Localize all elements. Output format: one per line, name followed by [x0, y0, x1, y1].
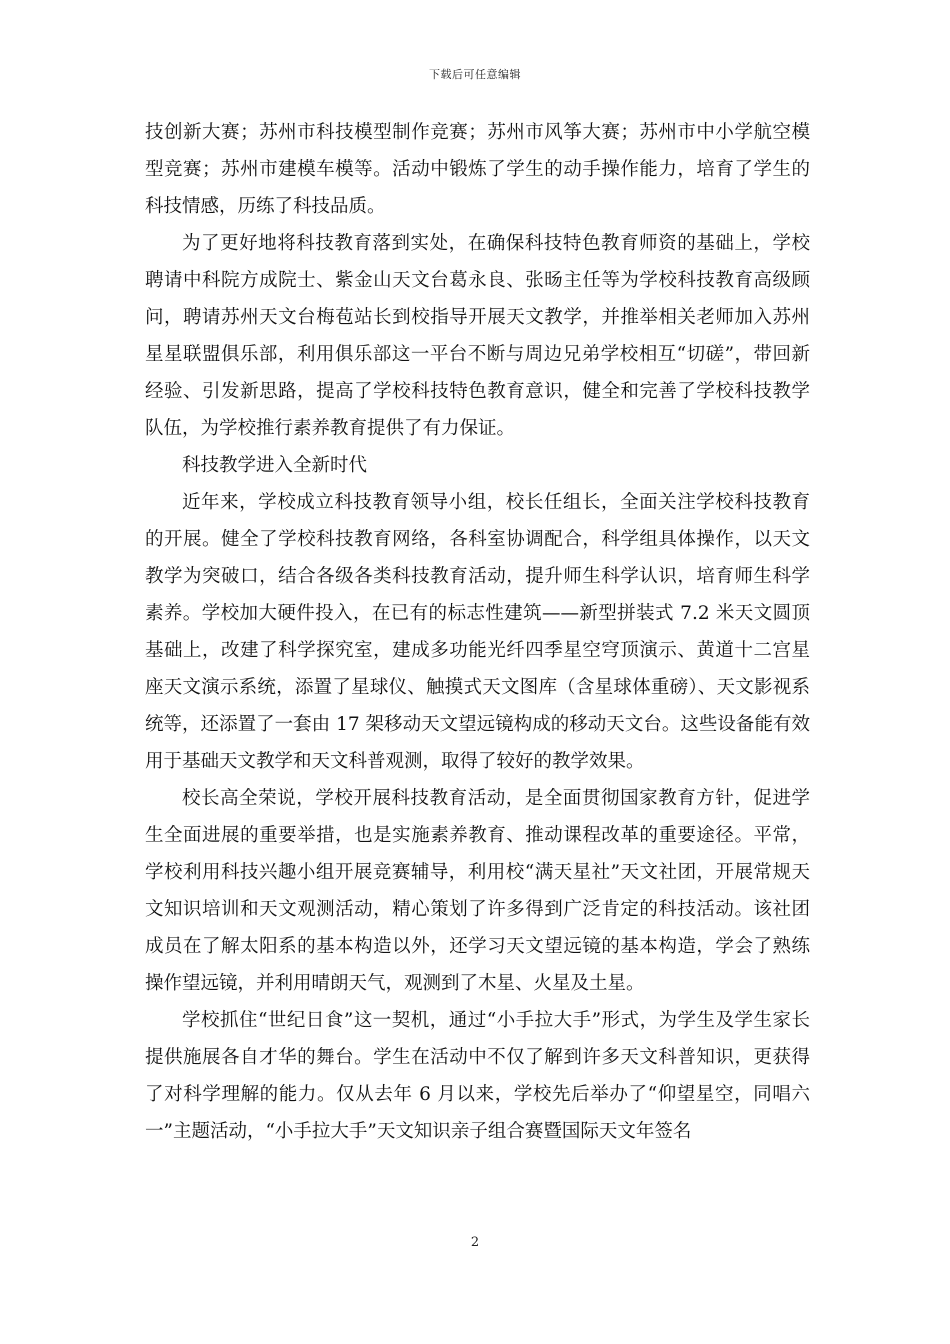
- paragraph-3: 近年来，学校成立科技教育领导小组，校长任组长，全面关注学校科技教育的开展。健全了学校科技教育网络，各科室协调配合，科学组具体操作，以天文教学为突破口，结合各级各类科技教育活动，提升师生科学认识，培育师生科学素养。学校加大硬件投入，在已有的标志性建筑——新型拼装式 7.2 米天文圆顶基础上，改建了科学探究室，建成多功能光纤四季星空穹顶演示、黄道十二宫星座天文演示系统，添置了星球仪、触摸式天文图库（含星球体重磅）、天文影视系统等，还添置了一套由 17 架移动天文望远镜构成的移动天文台。这些设备能有效用于基础天文教学和天文科普观测，取得了较好的教学效果。: [145, 492, 810, 772]
- page-number: 2: [470, 1235, 480, 1250]
- paragraph-4: 校长高全荣说，学校开展科技教育活动，是全面贯彻国家教育方针，促进学生全面进展的重要举措，也是实施素养教育、推动课程改革的重要途径。平常，学校利用科技兴趣小组开展竞赛辅导，利用校“满天星社”天文社团，开展常规天文知识培训和天文观测活动，精心策划了许多得到广泛肯定的科技活动。该社团成员在了解太阳系的基本构造以外，还学习天文望远镜的基本构造，学会了熟练操作望远镜，并利用晴朗天气，观测到了木星、火星及土星。: [145, 788, 810, 994]
- document-body: [145, 114, 810, 1150]
- paragraph-1: 技创新大赛；苏州市科技模型制作竞赛；苏州市风筝大赛；苏州市中小学航空模型竞赛；苏州市建模车模等。活动中锻炼了学生的动手操作能力，培育了学生的科技情感，历练了科技品质。: [145, 122, 810, 217]
- page-header: 下载后可任意编辑: [429, 68, 521, 81]
- section-heading: 科技教学进入全新时代: [182, 455, 368, 476]
- paragraph-5: 学校抓住“世纪日食”这一契机，通过“小手拉大手”形式，为学生及学生家长提供施展各自才华的舞台。学生在活动中不仅了解到许多天文科普知识，更获得了对科学理解的能力。仅从去年 6 月以来，学校先后举办了“仰望星空，同唱六一”主题活动，“小手拉大手”天文知识亲子组合赛暨国际天文年签名: [145, 1010, 810, 1142]
- paragraph-2: 为了更好地将科技教育落到实处，在确保科技特色教育师资的基础上，学校聘请中科院方成院士、紫金山天文台葛永良、张旸主任等为学校科技教育高级顾问，聘请苏州天文台梅苞站长到校指导开展天文教学，并推举相关老师加入苏州星星联盟俱乐部，利用俱乐部这一平台不断与周边兄弟学校相互“切磋”，带回新经验、引发新思路，提高了学校科技特色教育意识，健全和完善了学校科技教学队伍，为学校推行素养教育提供了有力保证。: [145, 233, 810, 439]
